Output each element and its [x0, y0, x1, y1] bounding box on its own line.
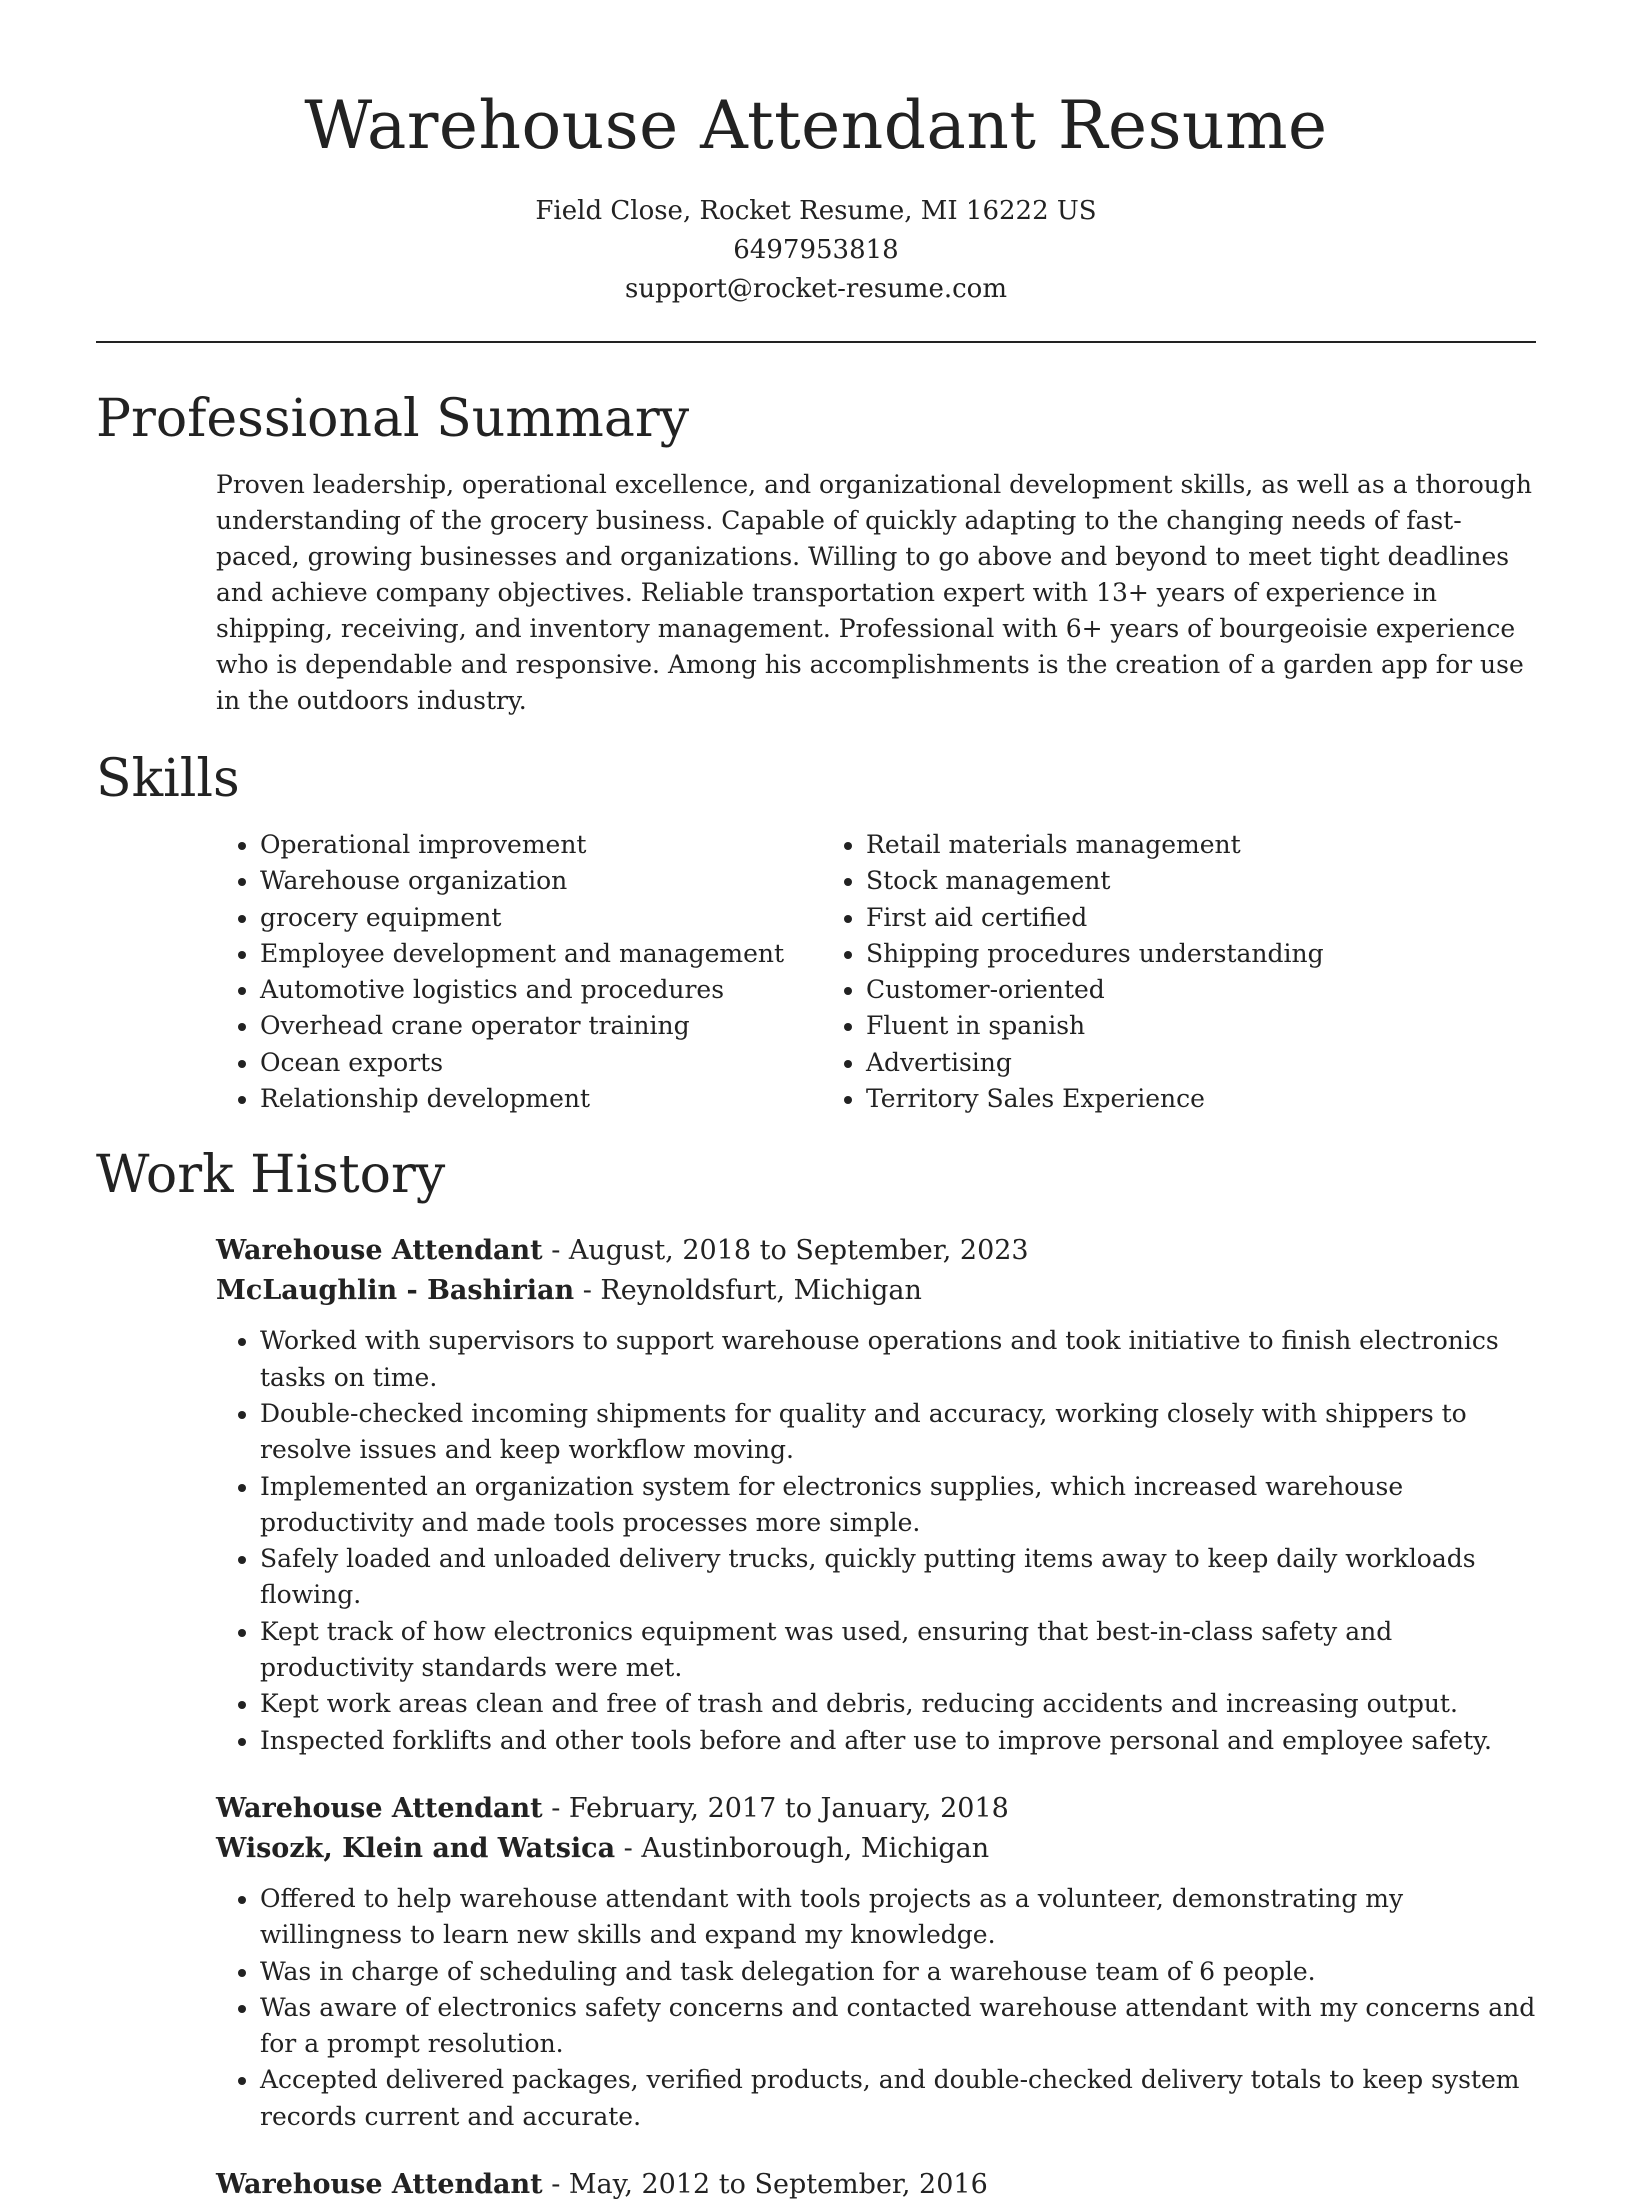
job-dates: - August, 2018 to September, 2023 — [542, 1235, 1029, 1267]
job-title: Warehouse Attendant — [216, 1792, 543, 1824]
skill-item: • Territory Sales Experience — [866, 1081, 1536, 1117]
job-title-line — [216, 1789, 1536, 1829]
job-bullet: • Safely loaded and unloaded delivery trucks, quickly putting items away to keep daily workloads flowing. — [260, 1541, 1536, 1614]
job-bullet: • Accepted delivered packages, verified products, and double-checked delivery totals to keep system records current and accurate. — [260, 2062, 1536, 2135]
job-bullet: • Was aware of electronics safety concerns and contacted warehouse attendant with my concerns and for a prompt resolution. — [260, 1990, 1536, 2063]
job-bullets — [216, 1881, 1536, 2135]
job-bullet: • Worked with supervisors to support warehouse operations and took initiative to finish electronics tasks on time. — [260, 1323, 1536, 1396]
professional-summary-section — [96, 387, 1536, 719]
job-dates: - February, 2017 to January, 2018 — [542, 1792, 1009, 1824]
skill-item: • First aid certified — [866, 900, 1536, 936]
skill-item: • Overhead crane operator training — [260, 1008, 822, 1044]
section-heading-skills: Skills — [96, 749, 240, 809]
job-company-line — [216, 1271, 1536, 1311]
job-entry — [216, 2165, 1536, 2205]
job-company: McLaughlin - Bashirian — [216, 1275, 575, 1307]
header-divider — [96, 341, 1536, 343]
job-location: - Austinborough, Michigan — [615, 1832, 990, 1864]
skill-item: • grocery equipment — [260, 900, 822, 936]
job-entry — [216, 1789, 1536, 2135]
section-heading-work-history: Work History — [96, 1145, 446, 1206]
job-title: Warehouse Attendant — [216, 2169, 543, 2201]
contact-block — [96, 192, 1536, 309]
skill-item: • Automotive logistics and procedures — [260, 972, 822, 1008]
job-entry — [216, 1231, 1536, 1759]
job-bullet: • Was in charge of scheduling and task delegation for a warehouse team of 6 people. — [260, 1954, 1536, 1990]
skill-item: • Employee development and management — [260, 936, 822, 972]
skill-item: • Shipping procedures understanding — [866, 936, 1536, 972]
resume-title: Warehouse Attendant Resume — [304, 87, 1328, 164]
skill-item: • Operational improvement — [260, 827, 822, 863]
skills-list-right — [822, 827, 1536, 1117]
section-heading-summary: Professional Summary — [96, 389, 690, 449]
job-bullet: • Double-checked incoming shipments for quality and accuracy, working closely with shippers to resolve issues and keep workflow moving. — [260, 1396, 1536, 1469]
job-dates: - May, 2012 to September, 2016 — [542, 2169, 988, 2201]
job-title-line — [216, 2165, 1536, 2205]
job-company-line — [216, 1829, 1536, 1869]
job-bullet: • Offered to help warehouse attendant with tools projects as a volunteer, demonstrating my willingness to learn new skills and expand my knowledge. — [260, 1881, 1536, 1954]
skill-item: • Ocean exports — [260, 1045, 822, 1081]
contact-phone: 6497953818 — [733, 235, 899, 265]
job-bullet: • Kept work areas clean and free of trash and debris, reducing accidents and increasing output. — [260, 1686, 1536, 1722]
job-title: Warehouse Attendant — [216, 1235, 543, 1267]
summary-text: Proven leadership, operational excellence, and organizational development skills, as well as a thorough understanding of the grocery business. Capable of quickly adapting to the changing needs of fast-paced, growing businesses and organizations. Willing to go above and beyond to meet tight deadlines and achieve company objectives. Reliable transportation expert with 13+ years of experience in shipping, receiving, and inventory management. Professional with 6+ years of bourgeoisie experience who is dependable and responsive. Among his accomplishments is the creation of a garden app for use in the outdoors industry. — [216, 470, 1532, 715]
job-bullet: • Inspected forklifts and other tools before and after use to improve personal and employee safety. — [260, 1723, 1536, 1759]
job-bullets — [216, 1323, 1536, 1759]
contact-email: support@rocket-resume.com — [624, 274, 1007, 304]
skill-item: • Retail materials management — [866, 827, 1536, 863]
skill-item: • Warehouse organization — [260, 863, 822, 899]
skill-item: • Stock management — [866, 863, 1536, 899]
skill-item: • Advertising — [866, 1045, 1536, 1081]
skill-item: • Fluent in spanish — [866, 1008, 1536, 1044]
contact-address: Field Close, Rocket Resume, MI 16222 US — [535, 196, 1097, 226]
skill-item: • Customer-oriented — [866, 972, 1536, 1008]
skills-list-left — [216, 827, 822, 1117]
job-bullet: • Kept track of how electronics equipment was used, ensuring that best-in-class safety and productivity standards were met. — [260, 1614, 1536, 1687]
skills-grid — [216, 827, 1536, 1117]
skill-item: • Relationship development — [260, 1081, 822, 1117]
job-company: Wisozk, Klein and Watsica — [216, 1832, 616, 1864]
job-title-line — [216, 1231, 1536, 1271]
work-history-section — [96, 1143, 1536, 2205]
job-bullet: • Implemented an organization system for electronics supplies, which increased warehouse productivity and made tools processes more simple. — [260, 1469, 1536, 1542]
resume-header — [96, 0, 1536, 309]
skills-section — [96, 747, 1536, 1117]
job-location: - Reynoldsfurt, Michigan — [574, 1275, 922, 1307]
